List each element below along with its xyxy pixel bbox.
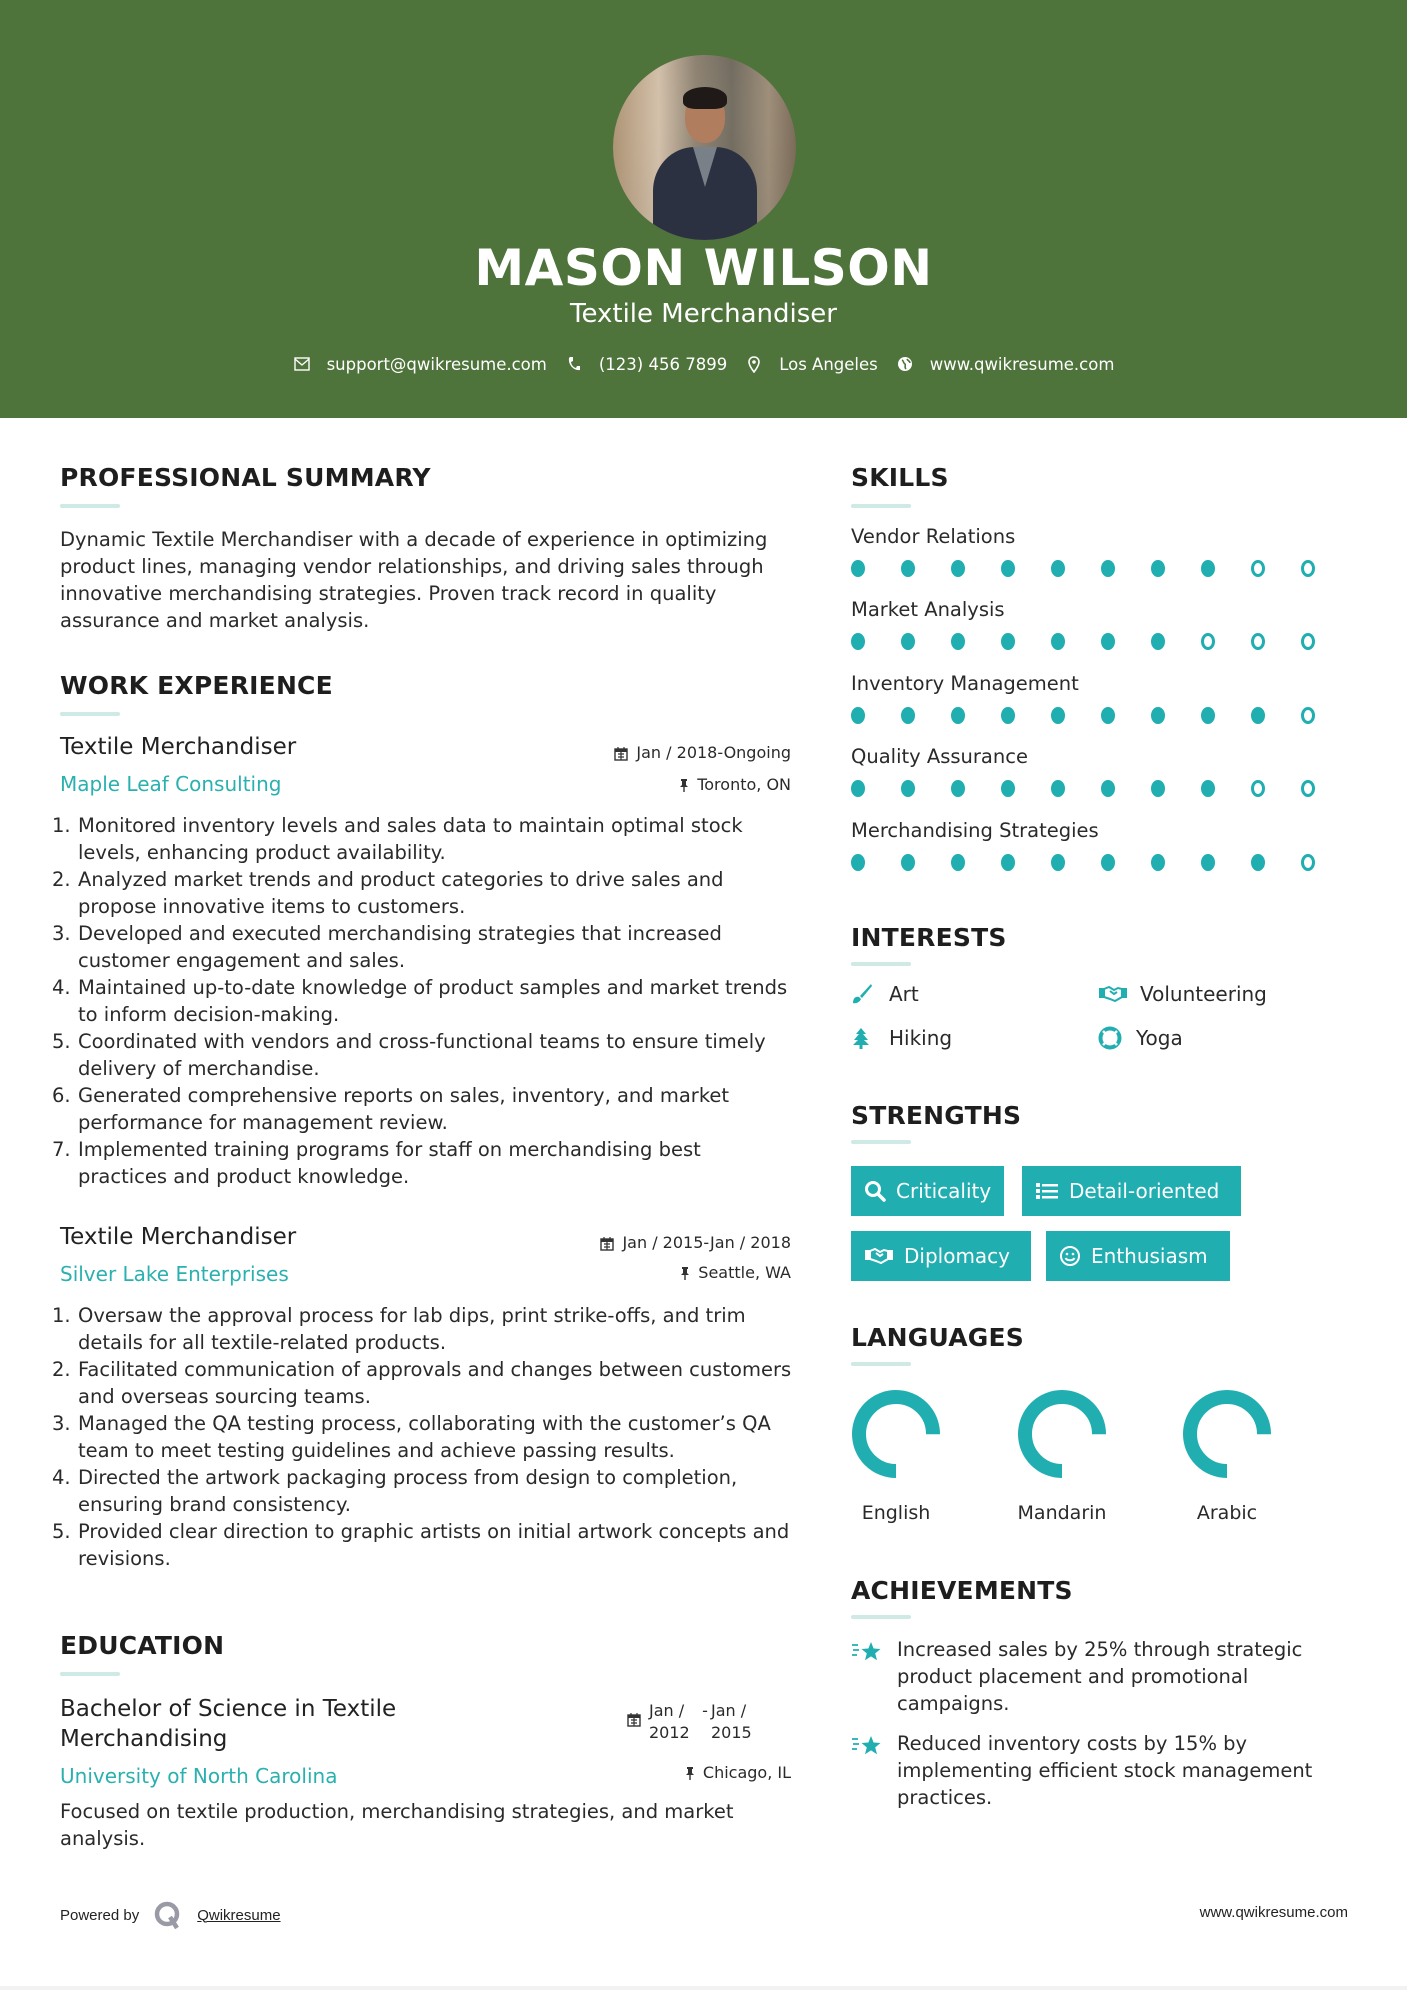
education-description: Focused on textile production, merchandising strategies, and market analysis. — [60, 1800, 734, 1850]
rating-dot-empty — [1251, 633, 1265, 650]
job-bullet: Generated comprehensive reports on sales, inventory, and market performance for management review. — [78, 1084, 730, 1134]
rating-dot-filled — [1051, 707, 1065, 724]
heading-underline — [60, 504, 120, 508]
skill-item — [851, 744, 1351, 797]
search-icon — [864, 1180, 886, 1202]
rating-dot-filled — [951, 780, 965, 797]
job-bullets — [60, 812, 795, 1190]
section-heading-summary: PROFESSIONAL SUMMARY — [60, 463, 431, 492]
achievement-item — [851, 1636, 1331, 1717]
qwikresume-logo-icon — [153, 1900, 183, 1930]
language-item — [1007, 1388, 1117, 1524]
rating-dot-filled — [1101, 707, 1115, 724]
job-bullet: Maintained up-to-date knowledge of product samples and market trends to inform decision-making. — [78, 976, 788, 1026]
rating-dot-empty — [1301, 560, 1315, 577]
interest-label: Art — [889, 982, 919, 1006]
tree-icon — [851, 1027, 877, 1049]
rating-dot-empty — [1251, 560, 1265, 577]
rating-dot-filled — [1201, 780, 1215, 797]
section-heading-achievements: ACHIEVEMENTS — [851, 1576, 1073, 1605]
interest-volunteering — [1098, 982, 1267, 1006]
school-name: University of North Carolina — [60, 1764, 338, 1788]
globe-icon — [896, 355, 914, 373]
job-dates — [60, 1232, 791, 1254]
language-item — [841, 1388, 951, 1524]
shooting-star-icon — [851, 1636, 897, 1717]
achievement-item — [851, 1730, 1331, 1811]
rating-dot-filled — [901, 560, 915, 577]
calendar-icon — [627, 1712, 641, 1727]
rating-dot-filled — [1051, 780, 1065, 797]
language-progress-ring — [1181, 1388, 1273, 1480]
skill-item — [851, 524, 1351, 577]
education-location — [60, 1762, 791, 1784]
contact-website[interactable] — [896, 355, 1115, 374]
summary-text: Dynamic Textile Merchandiser with a decade of experience in optimizing product lines, managing vendor relationships, and driving sales through innovative merchandising strategies. Proven track record in quality assurance and market analysis. — [60, 528, 768, 632]
contact-website-text: www.qwikresume.com — [929, 354, 1115, 374]
job-bullets — [60, 1302, 795, 1572]
skill-rating — [851, 633, 1351, 650]
job-bullet: Facilitated communication of approvals and changes between customers and overseas sourcing teams. — [78, 1358, 792, 1408]
rating-dot-filled — [851, 707, 865, 724]
rating-dot-filled — [1151, 633, 1165, 650]
job-bullet: Analyzed market trends and product categories to drive sales and propose innovative items to customers. — [78, 868, 724, 918]
company-name: Silver Lake Enterprises — [60, 1262, 289, 1286]
rating-dot-filled — [1051, 560, 1065, 577]
rating-dot-filled — [851, 633, 865, 650]
skill-name: Vendor Relations — [851, 525, 1016, 548]
heading-underline — [851, 962, 911, 966]
strength-badge-diplomacy — [851, 1231, 1031, 1281]
rating-dot-filled — [901, 854, 915, 871]
skill-name: Inventory Management — [851, 672, 1079, 695]
rating-dot-filled — [1251, 854, 1265, 871]
skill-name: Quality Assurance — [851, 745, 1028, 768]
rating-dot-filled — [1101, 780, 1115, 797]
language-name: Arabic — [1196, 1502, 1258, 1524]
education-end: Jan / 2015 — [711, 1701, 752, 1742]
rating-dot-filled — [1201, 560, 1215, 577]
skill-rating — [851, 854, 1351, 871]
rating-dot-filled — [1251, 707, 1265, 724]
contact-location-text: Los Angeles — [779, 354, 878, 374]
life-ring-icon — [1098, 1026, 1124, 1050]
job-bullet: Monitored inventory levels and sales data to maintain optimal stock levels, enhancing product availability. — [78, 814, 743, 864]
qwikresume-link[interactable]: Qwikresume — [197, 1906, 281, 1924]
rating-dot-filled — [951, 560, 965, 577]
rating-dot-filled — [1001, 854, 1015, 871]
language-item — [1172, 1388, 1282, 1524]
phone-icon — [565, 355, 583, 373]
strength-badge-detail-oriented — [1022, 1166, 1241, 1216]
job-location-text: Toronto, ON — [697, 775, 791, 794]
achievement-text: Reduced inventory costs by 15% by implementing efficient stock management practices. — [897, 1732, 1313, 1809]
pushpin-icon — [685, 1766, 695, 1781]
rating-dot-empty — [1301, 854, 1315, 871]
strength-badge-criticality — [851, 1166, 1004, 1216]
contact-phone[interactable] — [565, 355, 727, 374]
rating-dot-filled — [951, 707, 965, 724]
job-location-text: Seattle, WA — [698, 1263, 791, 1282]
strength-badge-enthusiasm — [1046, 1231, 1230, 1281]
education-start: Jan / 2012 — [649, 1701, 690, 1742]
heading-underline — [851, 1362, 911, 1366]
list-icon — [1035, 1181, 1059, 1201]
resume-header — [0, 0, 1407, 418]
job-dates — [60, 742, 791, 764]
skill-name: Merchandising Strategies — [851, 819, 1099, 842]
heading-underline — [60, 1672, 120, 1676]
job-dates-text: Jan / 2015-Jan / 2018 — [622, 1233, 791, 1252]
rating-dot-filled — [1151, 854, 1165, 871]
smile-icon — [1059, 1245, 1081, 1267]
contact-email-text: support@qwikresume.com — [326, 354, 547, 374]
calendar-icon — [614, 746, 628, 761]
strength-label: Criticality — [896, 1179, 992, 1203]
job-title: Textile Merchandiser — [60, 734, 297, 760]
job-dates-text: Jan / 2018-Ongoing — [636, 743, 791, 762]
contact-email[interactable] — [293, 355, 547, 374]
skill-item — [851, 597, 1351, 650]
language-progress-ring — [850, 1388, 942, 1480]
powered-by — [60, 1900, 281, 1930]
company-name: Maple Leaf Consulting — [60, 772, 282, 796]
profile-photo — [613, 55, 796, 240]
strength-label: Detail-oriented — [1069, 1179, 1220, 1203]
job-bullet: Coordinated with vendors and cross-functional teams to ensure timely delivery of merchandise. — [78, 1030, 766, 1080]
contact-phone-text: (123) 456 7899 — [598, 354, 728, 374]
paintbrush-icon — [851, 983, 877, 1005]
degree-title: Bachelor of Science in Textile Merchandising — [60, 1696, 397, 1752]
rating-dot-filled — [1001, 780, 1015, 797]
education-dates: Jan / 2012 - Jan / 2015 — [60, 1700, 791, 1744]
job-title: Textile Merchandiser — [60, 1224, 297, 1250]
pushpin-icon — [679, 778, 689, 793]
calendar-icon — [600, 1236, 614, 1251]
education-location-text: Chicago, IL — [702, 1763, 791, 1782]
strength-label: Diplomacy — [904, 1244, 1011, 1268]
rating-dot-filled — [1201, 707, 1215, 724]
achievement-text: Increased sales by 25% through strategic product placement and promotional campaigns. — [897, 1638, 1303, 1715]
rating-dot-empty — [1301, 780, 1315, 797]
skill-item — [851, 818, 1351, 871]
job-location — [60, 1262, 791, 1284]
interest-hiking — [851, 1026, 952, 1050]
rating-dot-filled — [1101, 633, 1115, 650]
shooting-star-icon — [851, 1730, 897, 1811]
rating-dot-empty — [1301, 707, 1315, 724]
powered-by-label: Powered by — [60, 1906, 140, 1924]
section-heading-skills: SKILLS — [851, 463, 949, 492]
heading-underline — [851, 504, 911, 508]
handshake-icon — [864, 1247, 894, 1265]
job-bullet: Managed the QA testing process, collaborating with the customer’s QA team to meet testing guidelines and achieve passing results. — [78, 1412, 771, 1462]
rating-dot-filled — [951, 633, 965, 650]
job-bullet: Directed the artwork packaging process from design to completion, ensuring brand consistency. — [78, 1466, 738, 1516]
rating-dot-filled — [901, 633, 915, 650]
footer-url[interactable]: www.qwikresume.com — [1199, 1904, 1348, 1921]
contact-bar — [0, 350, 1407, 378]
rating-dot-filled — [1101, 560, 1115, 577]
page-bottom-edge — [0, 1986, 1407, 1990]
rating-dot-filled — [1151, 707, 1165, 724]
candidate-title: Textile Merchandiser — [570, 299, 837, 329]
rating-dot-filled — [851, 780, 865, 797]
interest-label: Yoga — [1136, 1026, 1183, 1050]
heading-underline — [851, 1140, 911, 1144]
skill-rating — [851, 560, 1351, 577]
rating-dot-filled — [1001, 707, 1015, 724]
contact-location — [745, 355, 878, 374]
rating-dot-filled — [901, 707, 915, 724]
skill-rating — [851, 780, 1351, 797]
rating-dot-empty — [1251, 780, 1265, 797]
language-name: English — [861, 1502, 931, 1524]
job-bullet: Implemented training programs for staff on merchandising best practices and product knowledge. — [78, 1138, 701, 1188]
strength-label: Enthusiasm — [1091, 1244, 1208, 1268]
rating-dot-empty — [1201, 633, 1215, 650]
rating-dot-filled — [1051, 633, 1065, 650]
pushpin-icon — [680, 1266, 690, 1281]
candidate-name: MASON WILSON — [474, 239, 933, 297]
skill-rating — [851, 707, 1351, 724]
skill-name: Market Analysis — [851, 598, 1005, 621]
heading-underline — [851, 1615, 911, 1619]
rating-dot-filled — [1101, 854, 1115, 871]
envelope-icon — [293, 355, 311, 373]
rating-dot-filled — [1001, 560, 1015, 577]
rating-dot-empty — [1301, 633, 1315, 650]
skill-item — [851, 671, 1351, 724]
section-heading-languages: LANGUAGES — [851, 1323, 1025, 1352]
handshake-icon — [1098, 985, 1128, 1003]
job-bullet: Provided clear direction to graphic artists on initial artwork concepts and revisions. — [78, 1520, 790, 1570]
map-marker-icon — [745, 355, 763, 373]
language-progress-ring — [1016, 1388, 1108, 1480]
rating-dot-filled — [1151, 780, 1165, 797]
interest-label: Volunteering — [1140, 982, 1267, 1006]
rating-dot-filled — [1001, 633, 1015, 650]
section-heading-experience: WORK EXPERIENCE — [60, 671, 333, 700]
job-bullet: Developed and executed merchandising strategies that increased customer engagement and sales. — [78, 922, 722, 972]
section-heading-education: EDUCATION — [60, 1631, 225, 1660]
rating-dot-filled — [1051, 854, 1065, 871]
rating-dot-filled — [851, 560, 865, 577]
interest-label: Hiking — [889, 1026, 953, 1050]
section-heading-strengths: STRENGTHS — [851, 1101, 1022, 1130]
interest-art — [851, 982, 919, 1006]
section-heading-interests: INTERESTS — [851, 923, 1007, 952]
rating-dot-filled — [1201, 854, 1215, 871]
rating-dot-filled — [851, 854, 865, 871]
language-name: Mandarin — [1017, 1502, 1107, 1524]
rating-dot-filled — [951, 854, 965, 871]
job-location — [60, 774, 791, 796]
rating-dot-filled — [1151, 560, 1165, 577]
heading-underline — [60, 712, 120, 716]
rating-dot-filled — [901, 780, 915, 797]
photo-hair — [683, 87, 727, 109]
interest-yoga — [1098, 1026, 1183, 1050]
job-bullet: Oversaw the approval process for lab dips, print strike-offs, and trim details for all textile-related products. — [78, 1304, 746, 1354]
